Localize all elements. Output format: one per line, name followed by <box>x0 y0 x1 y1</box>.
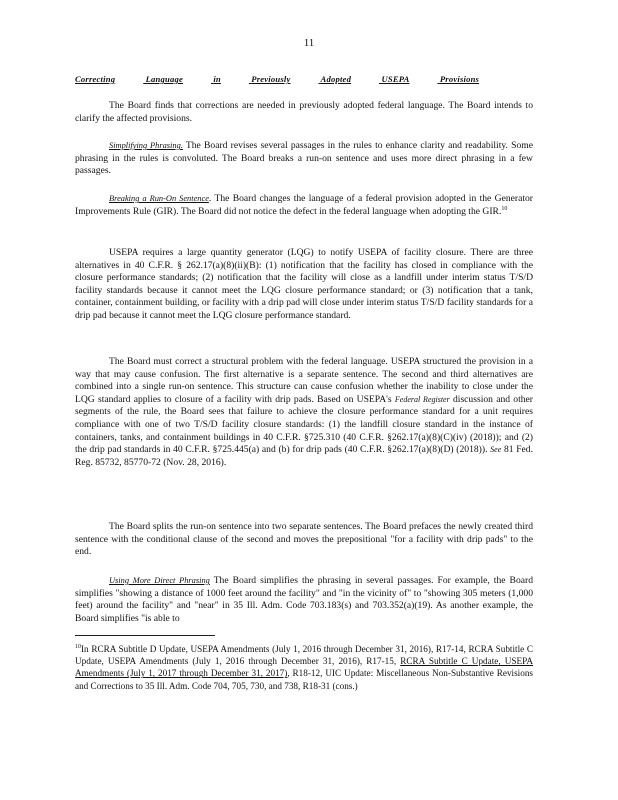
paragraph-2 <box>75 140 533 178</box>
paragraph-text: The Board must correct a structural problem with the federal language. USEPA structured the provision in a way that may cause confusion. The first alternative is a separate sentence. The second and third alternatives are combined into a single run-on sentence. This structure can cause confusion whether the inability to close under the LQG standard applies to closure of a facility with drip pads. Based on USEPA's <box>75 356 533 405</box>
paragraph-text: The Board revises several passages in the rules to enhance clarity and readability. Some phrasing in the rules is convoluted. The Board breaks a run-on sentence and uses more direct phrasing in a few passages. <box>75 140 533 177</box>
footnote <box>75 643 533 692</box>
heading-word: in <box>213 74 221 84</box>
paragraph-text: The Board splits the run-on sentence into two separate sentences. The Board prefaces the newly created third sentence with the conditional clause of the second and moves the prepositional "for a facility with drip pads" to the end. <box>75 521 533 558</box>
footnote-text: , R18-12, UIC Update: Miscellaneous Non-Substantive Revisions and Corrections to 35 Ill. Adm. Code 704, 705, 730, and 738, R18-31 (cons.) <box>75 668 533 691</box>
paragraph-text: discussion and other segments of the rule, the Board sees that failure to achieve the closure performance standard for a unit requires compliance with one of two T/S/D facility closure standards: (1) the landfill closure standard in the instance of containers, tanks, and containment buildings in 40 C.F.R. §725.310 (40 C.F.R. §262.17(a)(8)(C)(iv) (2018)); and (2) the drip pad standards in 40 C.F.R. §725.445(a) and (b) for drip pads (40 C.F.R. §262.17(a)(8)(D) (2018)). <box>75 393 534 456</box>
citation-federal-register: Federal Register <box>394 394 450 404</box>
footnote-underlined-text: RCRA Subtitle C Update, USEPA Amendments (July 1, 2017 through December 31, 2017) <box>75 656 533 679</box>
heading-word: Provisions <box>439 74 480 84</box>
paragraph-text: The Board finds that corrections are needed in previously adopted federal language. The Board intends to clarify the affected provisions. <box>75 100 533 124</box>
paragraph-3 <box>75 193 533 218</box>
subheading-simplifying-phrasing: Simplifying Phrasing. <box>109 141 183 150</box>
paragraph-7 <box>75 575 533 625</box>
paragraph-5 <box>75 356 533 469</box>
subheading-direct-phrasing: Using More Direct Phrasing <box>109 576 210 585</box>
paragraph-text: USEPA requires a large quantity generator (LQG) to notify USEPA of facility closure. There are three alternatives in 40 C.F.R. § 262.17(a)(8)(ii)(B): (1) notification that the facility has closed in compliance with the closure performance standards; (2) notification that the facility will close as a landfill under interim status T/S/D facility standards because it cannot meet the LQG closure performance standard; or (3) notification that a tank, container, containment building, or facility with a drip pad will close under interim status T/S/D facility standards for a drip pad because it cannot meet the LQG closure performance standard. <box>75 247 533 321</box>
paragraph-4 <box>75 247 533 323</box>
heading-word: Language <box>145 74 183 84</box>
heading-word: USEPA <box>381 74 410 84</box>
heading-word: Adopted <box>320 74 352 84</box>
page-number: 11 <box>303 37 315 49</box>
paragraph-text: . The Board changes the language of a federal provision adopted in the Generator Improvements Rule (GIR). The Board did not notice the defect in the federal language when adopting the GIR. <box>75 193 533 217</box>
footnote-number: 10 <box>75 643 81 650</box>
footnote-text: In RCRA Subtitle D Update, USEPA Amendments (July 1, 2016 through December 31, 2016), R17-14, RCRA Subtitle C Update, USEPA Amendments (July 1, 2016 through December 31, 2016), R17-15, <box>75 644 533 667</box>
paragraph-1 <box>75 100 533 125</box>
citation-see: See <box>490 445 502 455</box>
footnote-divider <box>75 635 215 636</box>
paragraph-6 <box>75 521 533 559</box>
paragraph-text: 81 Fed. Reg. 85732, 85770-72 (Nov. 28, 2016). <box>75 444 534 468</box>
heading-word: Previously <box>251 74 291 84</box>
subheading-breaking-run-on: Breaking a Run-On Sentence <box>109 194 209 203</box>
heading-word: Correcting <box>75 74 116 84</box>
section-heading <box>75 74 480 84</box>
footnote-ref[interactable]: 10 <box>501 205 508 212</box>
paragraph-text: The Board simplifies the phrasing in several passages. For example, the Board simplifies "showing a distance of 1000 feet around the facility" and "in the vicinity of" to "showing 305 meters (1,000 feet) around the facility" and "near" in 35 Ill. Adm. Code 703.183(s) and 703.352(a)(19). As another example, the Board simplifies "is able to <box>75 575 533 624</box>
